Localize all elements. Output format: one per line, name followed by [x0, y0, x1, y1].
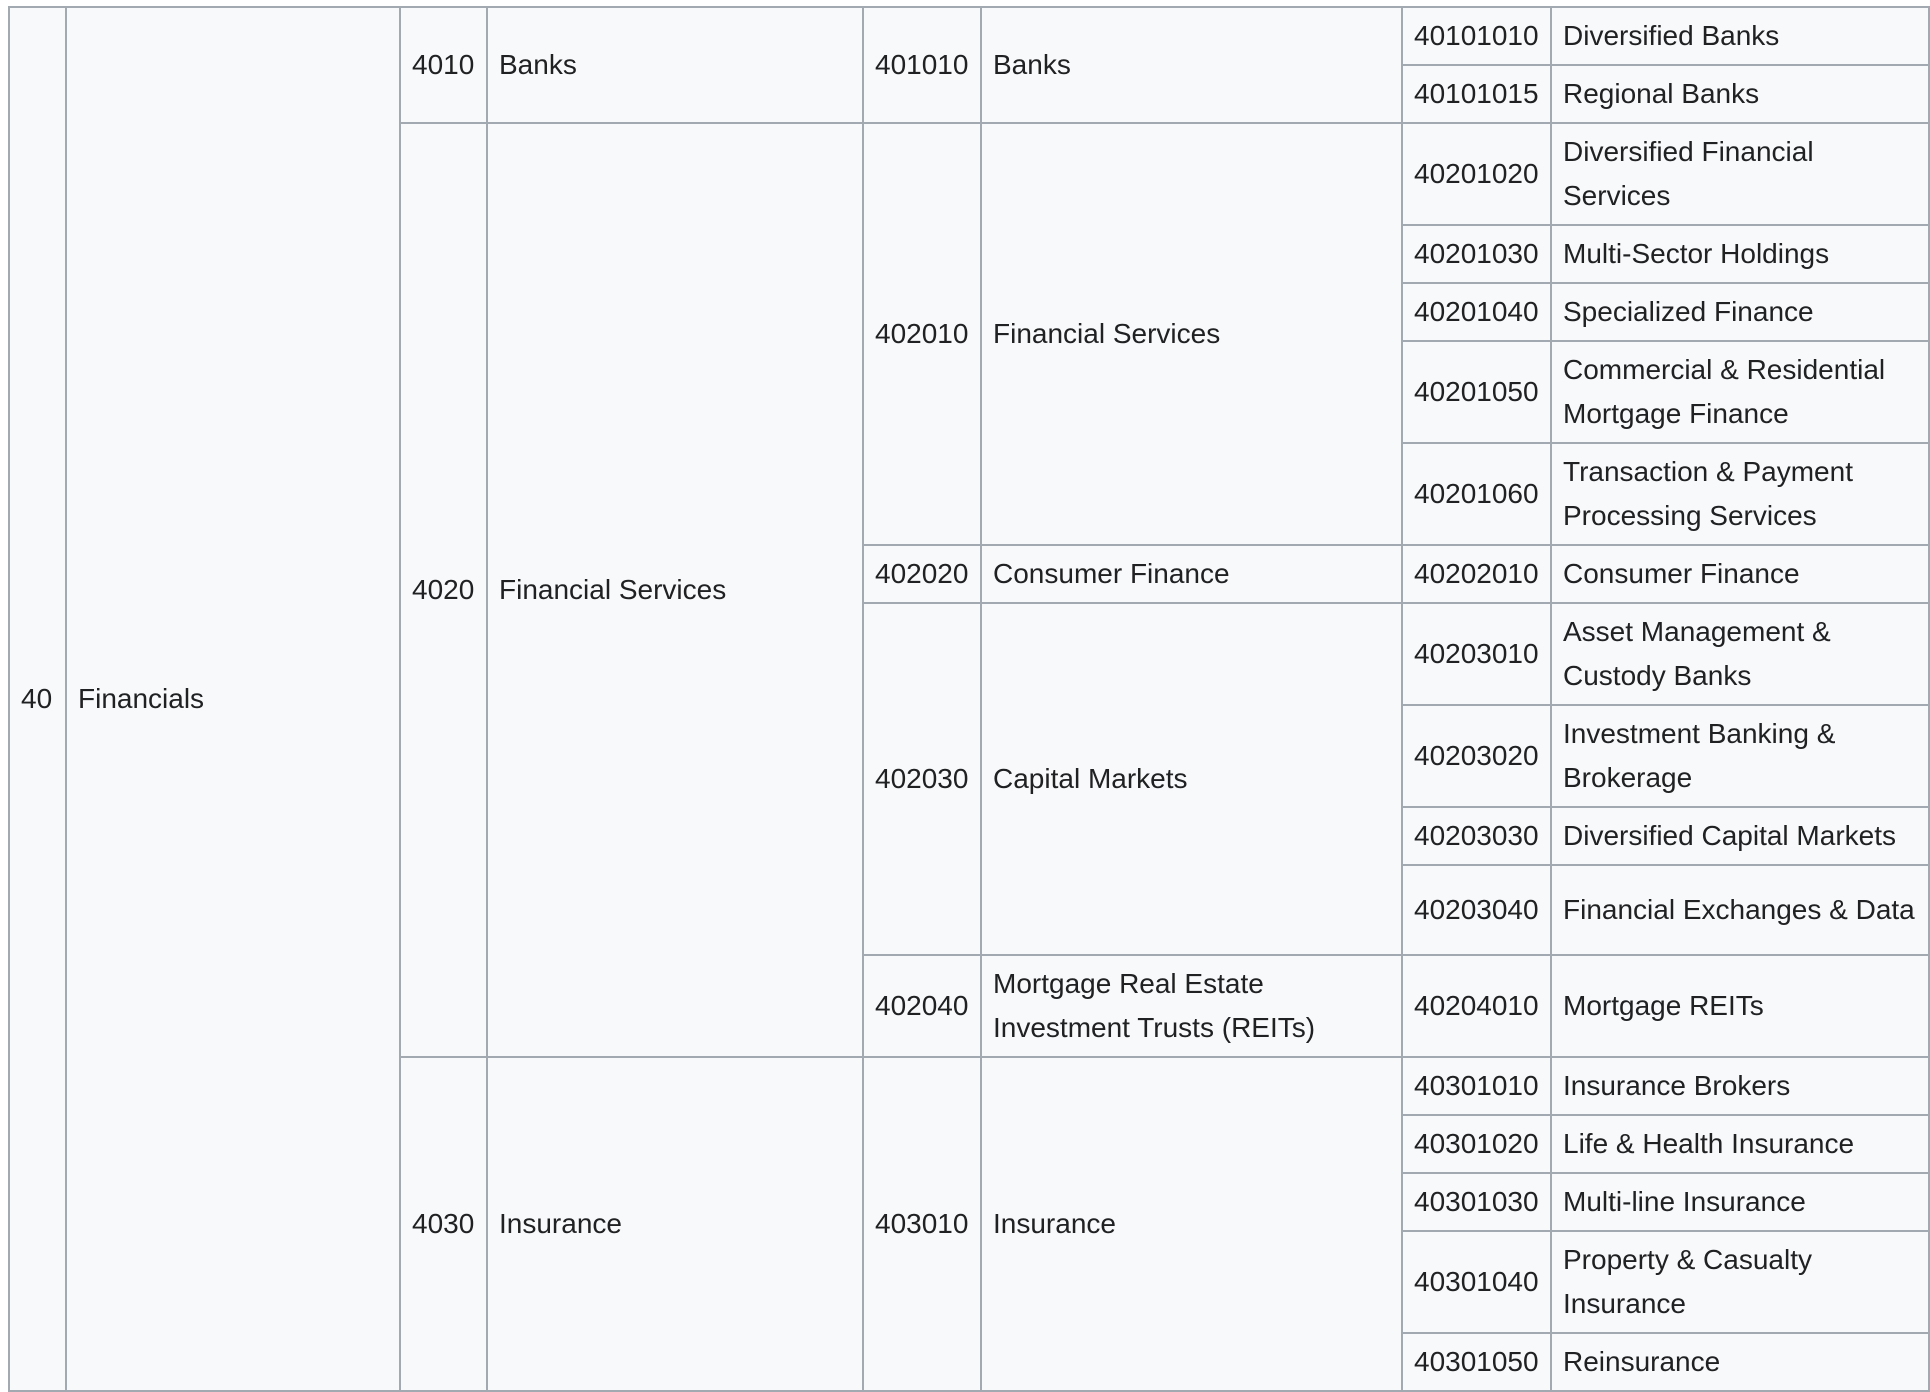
industry-group-name: Financial Services [487, 123, 863, 1057]
sector-name: Financials [66, 7, 400, 1391]
industry-name: Consumer Finance [981, 545, 1402, 603]
sub-industry-name: Investment Banking & Brokerage [1551, 705, 1929, 807]
sub-industry-name: Financial Exchanges & Data [1551, 865, 1929, 955]
gics-classification-table [8, 6, 1930, 1392]
sub-industry-code: 40201060 [1402, 443, 1551, 545]
sub-industry-code: 40301050 [1402, 1333, 1551, 1391]
industry-name: Banks [981, 7, 1402, 123]
industry-name: Financial Services [981, 123, 1402, 545]
sub-industry-code: 40203040 [1402, 865, 1551, 955]
sub-industry-code: 40301010 [1402, 1057, 1551, 1115]
sub-industry-code: 40301040 [1402, 1231, 1551, 1333]
sub-industry-name: Asset Management & Custody Banks [1551, 603, 1929, 705]
sub-industry-code: 40201030 [1402, 225, 1551, 283]
sub-industry-name: Insurance Brokers [1551, 1057, 1929, 1115]
sub-industry-name: Multi-line Insurance [1551, 1173, 1929, 1231]
industry-group-name: Insurance [487, 1057, 863, 1391]
industry-group-name: Banks [487, 7, 863, 123]
sub-industry-code: 40301020 [1402, 1115, 1551, 1173]
industry-code: 401010 [863, 7, 981, 123]
sub-industry-code: 40203010 [1402, 603, 1551, 705]
industry-code: 402030 [863, 603, 981, 955]
sub-industry-name: Property & Casualty Insurance [1551, 1231, 1929, 1333]
industry-group-code: 4010 [400, 7, 487, 123]
sub-industry-name: Consumer Finance [1551, 545, 1929, 603]
sub-industry-name: Mortgage REITs [1551, 955, 1929, 1057]
industry-code: 402020 [863, 545, 981, 603]
sector-code: 40 [9, 7, 66, 1391]
sub-industry-name: Diversified Financial Services [1551, 123, 1929, 225]
sub-industry-code: 40203030 [1402, 807, 1551, 865]
sub-industry-name: Commercial & Residential Mortgage Finance [1551, 341, 1929, 443]
sub-industry-code: 40204010 [1402, 955, 1551, 1057]
sub-industry-name: Transaction & Payment Processing Services [1551, 443, 1929, 545]
table-row [9, 7, 1929, 65]
sub-industry-code: 40301030 [1402, 1173, 1551, 1231]
industry-group-code: 4020 [400, 123, 487, 1057]
industry-name: Insurance [981, 1057, 1402, 1391]
sub-industry-code: 40101010 [1402, 7, 1551, 65]
industry-code: 403010 [863, 1057, 981, 1391]
industry-name: Capital Markets [981, 603, 1402, 955]
sub-industry-name: Diversified Banks [1551, 7, 1929, 65]
sub-industry-name: Multi-Sector Holdings [1551, 225, 1929, 283]
industry-group-code: 4030 [400, 1057, 487, 1391]
industry-name: Mortgage Real Estate Investment Trusts (REITs) [981, 955, 1402, 1057]
sub-industry-code: 40201040 [1402, 283, 1551, 341]
sub-industry-name: Specialized Finance [1551, 283, 1929, 341]
sub-industry-code: 40201020 [1402, 123, 1551, 225]
industry-code: 402040 [863, 955, 981, 1057]
sub-industry-name: Diversified Capital Markets [1551, 807, 1929, 865]
sub-industry-code: 40203020 [1402, 705, 1551, 807]
sub-industry-code: 40202010 [1402, 545, 1551, 603]
sub-industry-code: 40101015 [1402, 65, 1551, 123]
industry-code: 402010 [863, 123, 981, 545]
sub-industry-name: Regional Banks [1551, 65, 1929, 123]
sub-industry-name: Life & Health Insurance [1551, 1115, 1929, 1173]
sub-industry-code: 40201050 [1402, 341, 1551, 443]
sub-industry-name: Reinsurance [1551, 1333, 1929, 1391]
